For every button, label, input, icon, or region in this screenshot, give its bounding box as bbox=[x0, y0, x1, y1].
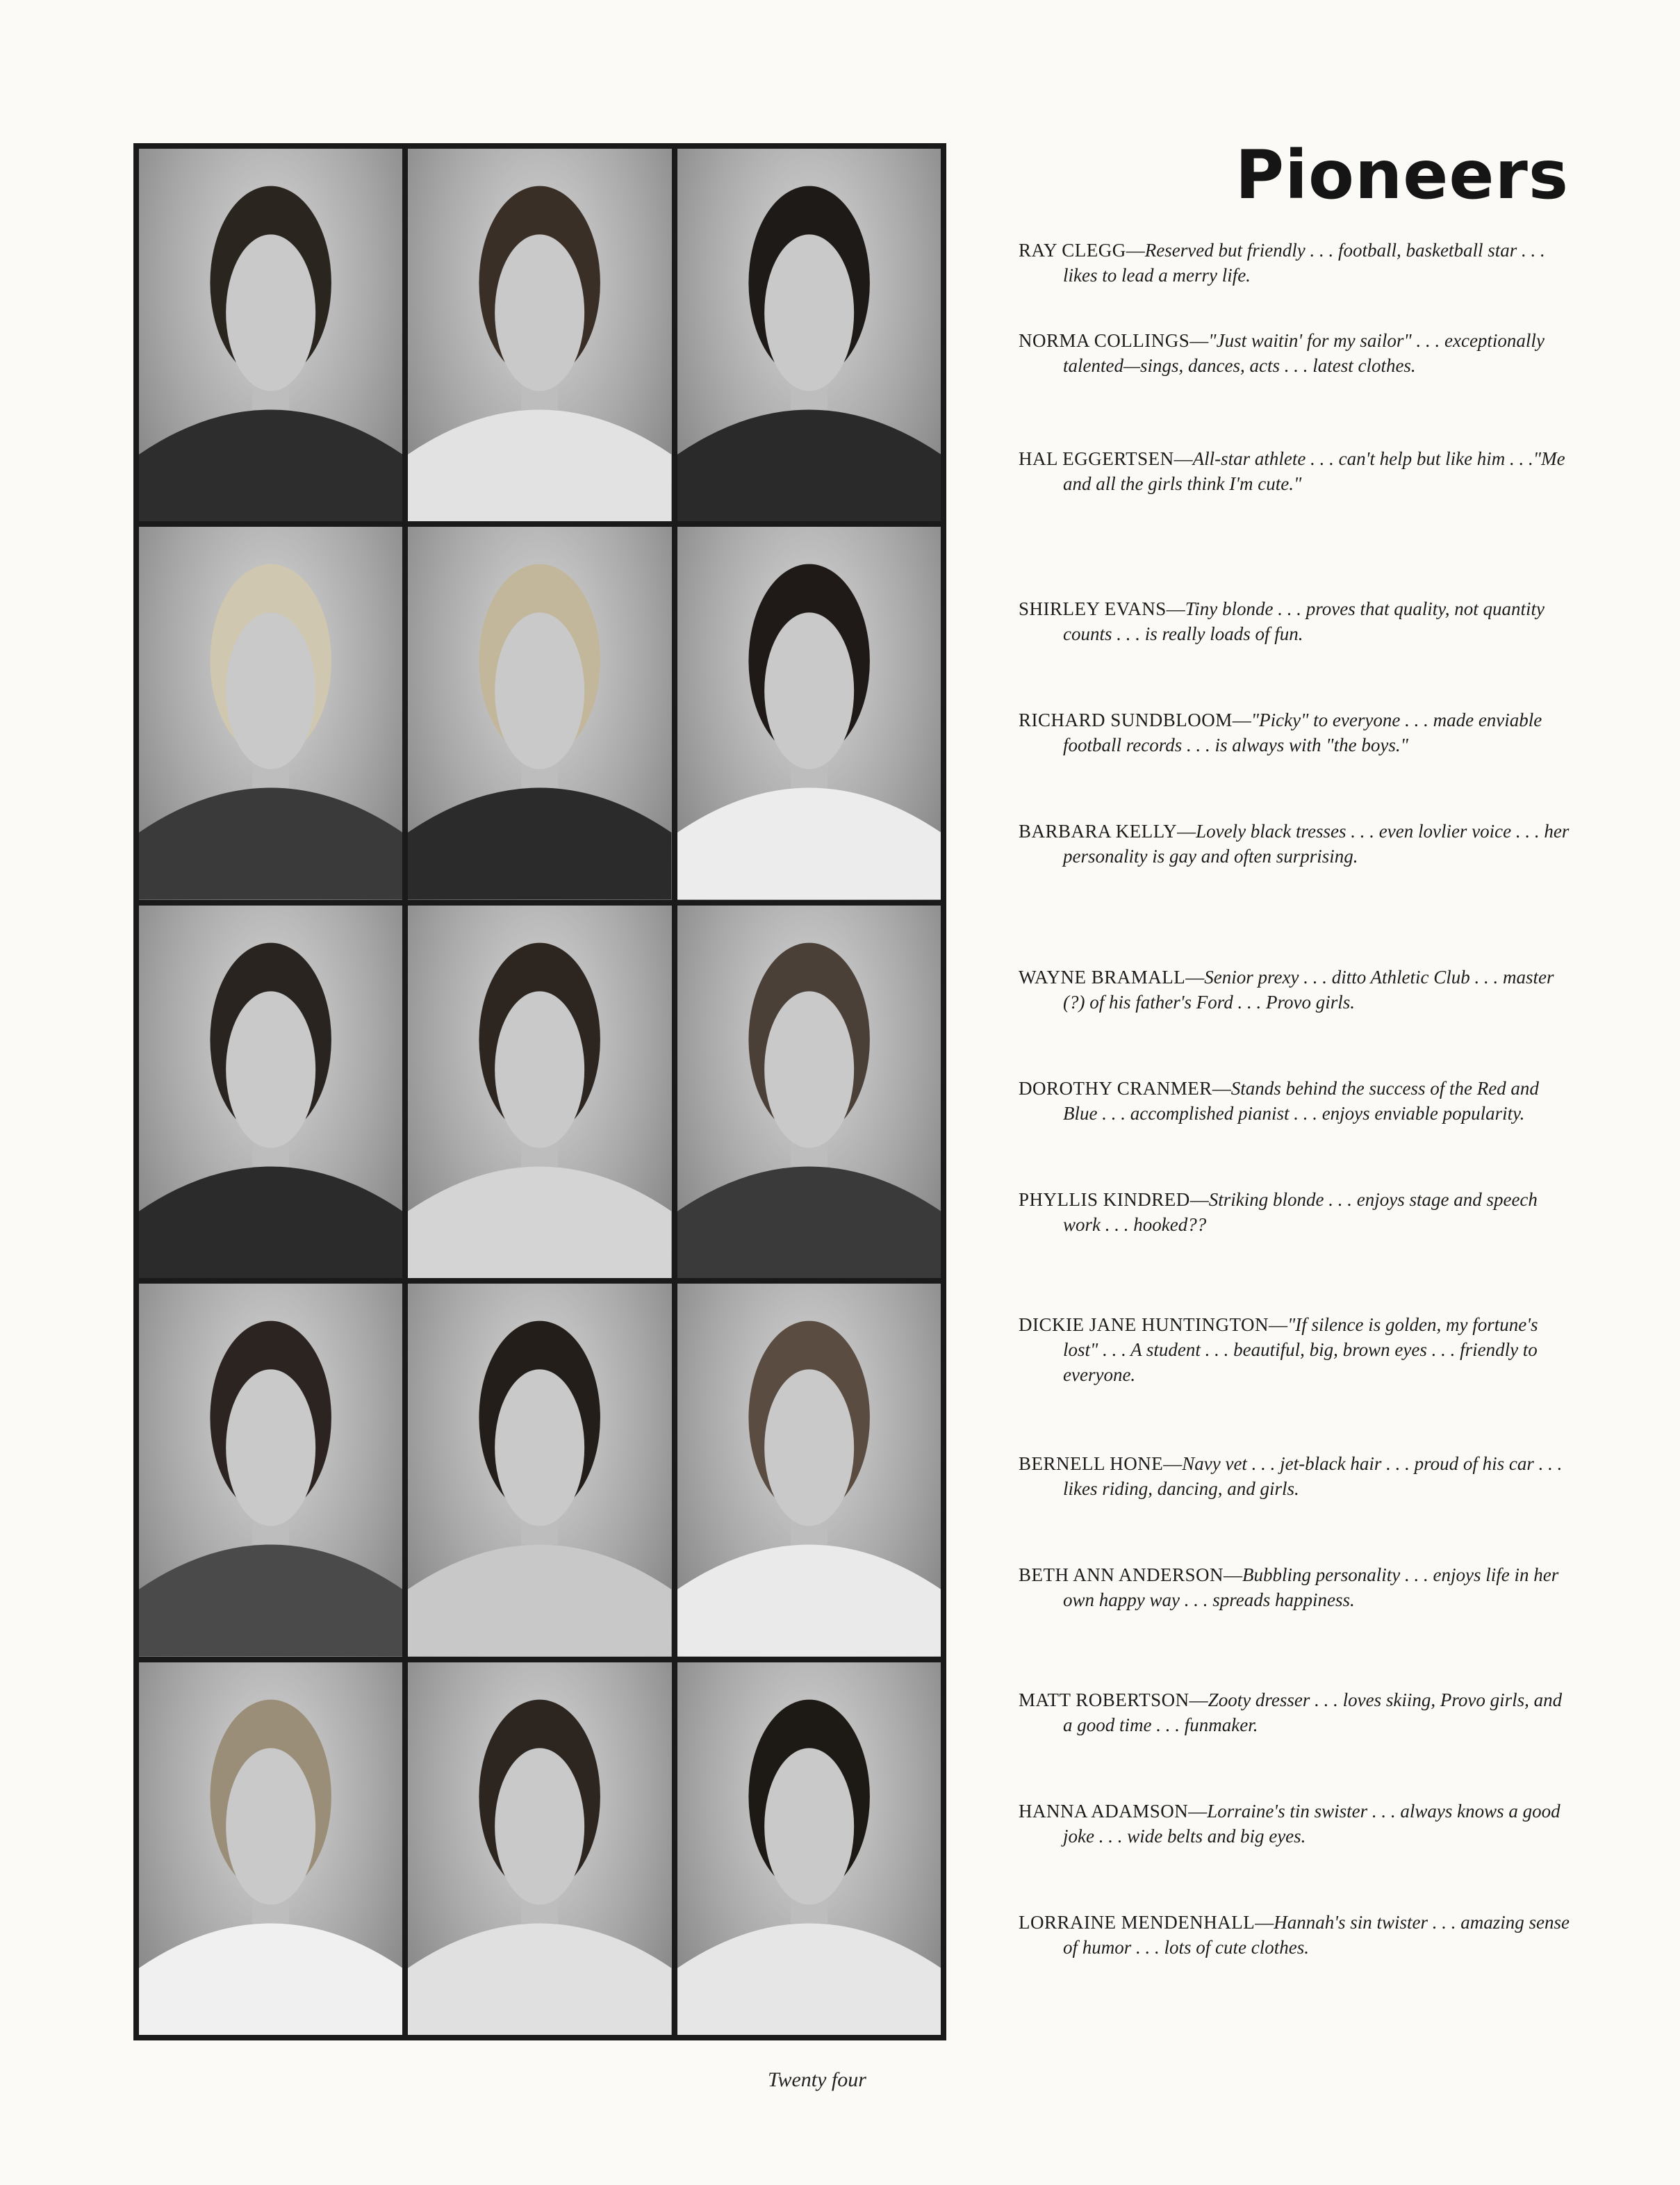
student-blurb: All-star athlete . . . can't help but like him . . ."Me and all the girls think I'm cute." bbox=[1063, 448, 1565, 494]
name-separator: — bbox=[1177, 821, 1196, 842]
student-blurb: Stands behind the success of the Red and Blue . . . accomplished pianist . . . enjoys enviable popularity. bbox=[1063, 1078, 1539, 1124]
senior-entry bbox=[1019, 596, 1574, 646]
name-separator: — bbox=[1185, 967, 1205, 988]
student-blurb: Zooty dresser . . . loves skiing, Provo girls, and a good time . . . funmaker. bbox=[1063, 1689, 1563, 1735]
name-separator: — bbox=[1268, 1314, 1287, 1335]
portrait-photo bbox=[139, 149, 402, 521]
name-separator: — bbox=[1232, 710, 1251, 730]
student-name: BETH ANN ANDERSON bbox=[1019, 1564, 1224, 1585]
senior-entry bbox=[1019, 446, 1574, 496]
student-name: RICHARD SUNDBLOOM bbox=[1019, 710, 1233, 730]
name-separator: — bbox=[1166, 598, 1185, 619]
portrait-photo bbox=[677, 906, 941, 1278]
name-separator: — bbox=[1255, 1912, 1274, 1933]
page-title: Pioneers bbox=[1235, 136, 1569, 214]
senior-entry bbox=[1019, 1076, 1574, 1126]
student-name: DOROTHY CRANMER bbox=[1019, 1078, 1212, 1099]
page-number: Twenty four bbox=[768, 2068, 866, 2091]
name-separator: — bbox=[1163, 1453, 1183, 1474]
senior-entry bbox=[1019, 1187, 1574, 1237]
name-separator: — bbox=[1189, 1189, 1209, 1210]
student-blurb: "Picky" to everyone . . . made enviable football records . . . is always with "the boys." bbox=[1063, 710, 1542, 755]
senior-entry bbox=[1019, 819, 1574, 869]
portrait-photo bbox=[677, 1662, 941, 2035]
student-name: RAY CLEGG bbox=[1019, 240, 1126, 261]
portrait-photo bbox=[139, 1662, 402, 2035]
portrait-grid bbox=[133, 143, 946, 2040]
portrait-photo bbox=[408, 527, 671, 899]
student-blurb: Striking blonde . . . enjoys stage and speech work . . . hooked?? bbox=[1063, 1189, 1538, 1235]
student-name: HANNA ADAMSON bbox=[1019, 1801, 1189, 1822]
name-separator: — bbox=[1189, 1689, 1208, 1710]
portrait-photo bbox=[677, 527, 941, 899]
senior-entry bbox=[1019, 965, 1574, 1015]
name-separator: — bbox=[1189, 330, 1209, 351]
name-separator: — bbox=[1188, 1801, 1208, 1822]
portrait-photo bbox=[139, 1284, 402, 1656]
portrait-photo bbox=[677, 149, 941, 521]
student-name: HAL EGGERTSEN bbox=[1019, 448, 1174, 469]
student-blurb: Senior prexy . . . ditto Athletic Club . . . master (?) of his father's Ford . . . Provo girls. bbox=[1063, 967, 1554, 1013]
student-blurb: Lorraine's tin swister . . . always knows a good joke . . . wide belts and big eyes. bbox=[1063, 1801, 1560, 1847]
student-blurb: Tiny blonde . . . proves that quality, not quantity counts . . . is really loads of fun. bbox=[1063, 598, 1545, 644]
name-separator: — bbox=[1212, 1078, 1231, 1099]
senior-entry bbox=[1019, 1799, 1574, 1849]
senior-entry bbox=[1019, 707, 1574, 758]
student-name: BARBARA KELLY bbox=[1019, 821, 1178, 842]
portrait-photo bbox=[677, 1284, 941, 1656]
student-blurb: Hannah's sin twister . . . amazing sense of humor . . . lots of cute clothes. bbox=[1063, 1912, 1570, 1958]
name-separator: — bbox=[1173, 448, 1193, 469]
senior-entry bbox=[1019, 1312, 1574, 1387]
portrait-photo bbox=[408, 906, 671, 1278]
student-name: NORMA COLLINGS bbox=[1019, 330, 1190, 351]
portrait-photo bbox=[408, 1662, 671, 2035]
name-separator: — bbox=[1224, 1564, 1243, 1585]
senior-entry bbox=[1019, 1910, 1574, 1960]
senior-entry bbox=[1019, 328, 1574, 378]
student-name: SHIRLEY EVANS bbox=[1019, 598, 1167, 619]
student-name: LORRAINE MENDENHALL bbox=[1019, 1912, 1255, 1933]
senior-entry bbox=[1019, 1687, 1574, 1737]
senior-entry bbox=[1019, 1562, 1574, 1612]
student-blurb: Navy vet . . . jet-black hair . . . proud of his car . . . likes riding, dancing, and girls. bbox=[1063, 1453, 1563, 1499]
student-name: PHYLLIS KINDRED bbox=[1019, 1189, 1190, 1210]
student-name: BERNELL HONE bbox=[1019, 1453, 1164, 1474]
student-blurb: Reserved but friendly . . . football, basketball star . . . likes to lead a merry life. bbox=[1063, 240, 1545, 286]
student-name: WAYNE BRAMALL bbox=[1019, 967, 1186, 988]
name-separator: — bbox=[1126, 240, 1145, 261]
student-name: DICKIE JANE HUNTINGTON bbox=[1019, 1314, 1269, 1335]
portrait-photo bbox=[139, 527, 402, 899]
student-blurb: "Just waitin' for my sailor" . . . exceptionally talented—sings, dances, acts . . . latest clothes. bbox=[1063, 330, 1545, 376]
senior-entry bbox=[1019, 238, 1574, 288]
portrait-photo bbox=[408, 1284, 671, 1656]
portrait-photo bbox=[408, 149, 671, 521]
student-blurb: Bubbling personality . . . enjoys life in her own happy way . . . spreads happiness. bbox=[1063, 1564, 1559, 1610]
portrait-photo bbox=[139, 906, 402, 1278]
student-name: MATT ROBERTSON bbox=[1019, 1689, 1189, 1710]
senior-entry bbox=[1019, 1451, 1574, 1501]
student-blurb: "If silence is golden, my fortune's lost" . . . A student . . . beautiful, big, brown eyes . . . friendly to everyone. bbox=[1063, 1314, 1538, 1385]
student-blurb: Lovely black tresses . . . even lovlier voice . . . her personality is gay and often surprising. bbox=[1063, 821, 1570, 867]
